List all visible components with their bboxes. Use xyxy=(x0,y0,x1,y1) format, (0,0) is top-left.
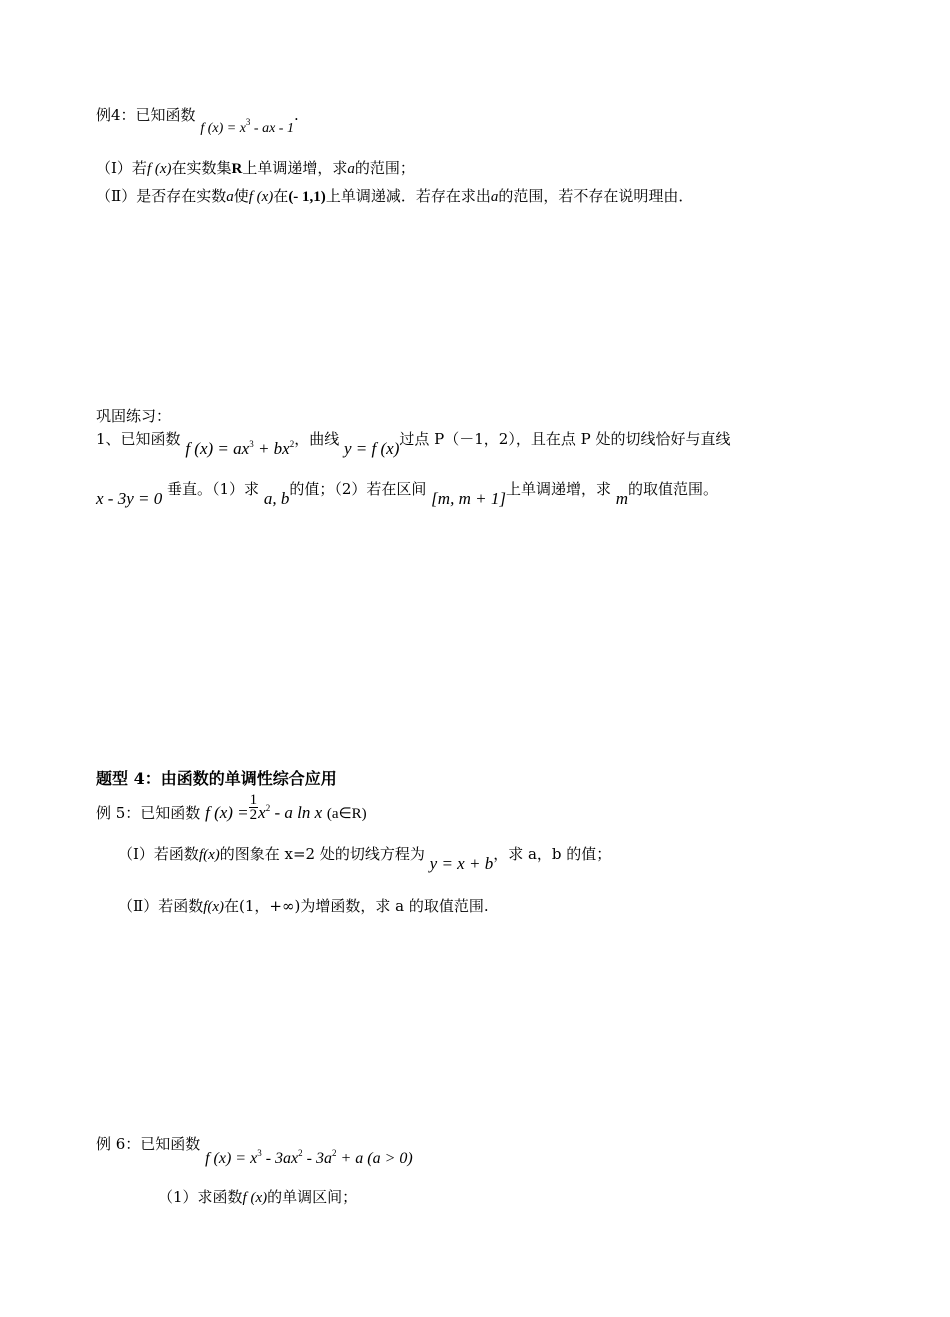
ex6-p1-text-b: 的单调区间； xyxy=(267,1188,358,1206)
ex5-p2-text-a: （Ⅱ）若函数 xyxy=(118,897,204,915)
ex5-p1-text-b: 的图象在 x=2 处的切线方程为 xyxy=(219,845,425,863)
practice-line1 xyxy=(96,428,731,458)
ex4-p1-fx: f (x) xyxy=(146,161,172,177)
ex4-lead: 例4：已知函数 xyxy=(96,106,196,124)
practice-l2-interval: [m, m + 1] xyxy=(431,489,506,508)
ex6-part1 xyxy=(158,1186,357,1207)
ex4-formula-lhs: f (x) = x xyxy=(200,121,246,136)
ex5-x: x xyxy=(258,802,266,822)
ex5-frac-num: 1 xyxy=(249,792,258,808)
ex4-formula-exp: 3 xyxy=(245,117,251,127)
ex6-p1-text-a: （1）求函数 xyxy=(158,1188,243,1206)
ex5-condition: (a∈R) xyxy=(326,805,367,822)
ex4-p2-a-var: a xyxy=(226,189,234,205)
ex5-rest: - a ln x xyxy=(270,802,323,822)
ex5-frac-den: 2 xyxy=(249,807,258,823)
ex6-condition: (a > 0) xyxy=(367,1150,413,1167)
practice-l2-text-c: 上单调递增，求 xyxy=(505,480,611,498)
ex5-heading xyxy=(96,793,367,822)
practice-l1-f: f (x) = ax xyxy=(185,439,250,458)
ex4-p1-text-a: （Ⅰ）若 xyxy=(96,159,147,177)
ex5-p1-tangent-eq: y = x + b xyxy=(429,854,494,873)
practice-l1-formula xyxy=(185,439,294,458)
practice-l1-exp2: 2 xyxy=(289,439,295,449)
practice-l2-ab: a, b xyxy=(263,489,290,508)
ex6-p1-fx: f (x) xyxy=(242,1190,268,1206)
practice-l1-curve: y = f (x) xyxy=(344,439,400,458)
ex5-p2-text-b: 在(1，+∞)为增函数，求 a 的取值范围. xyxy=(224,897,489,915)
practice-l2-text-a: 垂直。（1）求 xyxy=(167,480,260,498)
practice-title: 巩固练习： xyxy=(96,407,172,425)
ex4-p2-text-b: 使 xyxy=(233,187,249,205)
ex6-f2: - 3ax xyxy=(261,1150,299,1167)
ex5-part1 xyxy=(118,843,612,873)
ex4-p2-a-var2: a xyxy=(490,189,499,205)
ex4-dot: . xyxy=(293,106,299,124)
ex5-exp: 2 xyxy=(265,802,271,813)
ex4-p2-text-c: 在 xyxy=(273,187,289,205)
ex4-p1-a-var: a xyxy=(347,161,355,177)
ex4-formula-rhs: - ax - 1 xyxy=(250,121,294,136)
ex4-p1-text-c: 上单调递增，求 xyxy=(242,159,348,177)
ex6-exp2: 2 xyxy=(298,1148,303,1158)
practice-l2-text-d: 的取值范围。 xyxy=(628,480,719,498)
ex4-p2-fx: f (x) xyxy=(248,189,274,205)
ex5-p1-fx: f(x) xyxy=(198,847,220,863)
ex4-p1-text-d: 的范围； xyxy=(354,159,415,177)
ex4-p2-text-e: 的范围，若不存在说明理由． xyxy=(498,187,694,205)
ex5-p1-text-c: ，求 a，b 的值； xyxy=(493,845,612,863)
ex4-part1 xyxy=(96,157,415,178)
ex4-p2-text-d: 上单调递减．若存在求出 xyxy=(325,187,491,205)
ex4-heading xyxy=(96,104,299,136)
ex5-lead: 例 5：已知函数 xyxy=(96,803,201,822)
practice-line2 xyxy=(96,478,719,508)
ex6-heading xyxy=(96,1133,413,1167)
practice-l2-text-b: 的值；（2）若在区间 xyxy=(289,480,427,498)
ex6-f4: + a xyxy=(336,1150,364,1167)
ex6-exp3: 2 xyxy=(331,1148,337,1158)
ex4-formula xyxy=(200,117,294,136)
ex4-part2 xyxy=(96,185,693,206)
type4-heading: 题型 4：由函数的单调性综合应用 xyxy=(96,769,337,788)
practice-l1-f2: + bx xyxy=(253,439,290,458)
ex6-formula xyxy=(205,1150,413,1167)
ex5-p2-fx: f(x) xyxy=(203,899,225,915)
ex6-lead: 例 6：已知函数 xyxy=(96,1135,201,1153)
ex6-f1: f (x) = x xyxy=(205,1150,258,1167)
ex4-p1-text-b: 在实数集 xyxy=(171,159,232,177)
practice-l2-m: m xyxy=(615,489,629,508)
practice-l2-line-eq: x - 3y = 0 xyxy=(96,489,163,508)
practice-l1-text-a: 1、已知函数 xyxy=(96,430,181,448)
ex4-p2-text-a: （Ⅱ）是否存在实数 xyxy=(96,187,227,205)
practice-l1-text-b: ，曲线 xyxy=(294,430,340,448)
ex5-part2 xyxy=(118,895,489,916)
ex6-f3: - 3a xyxy=(302,1150,332,1167)
ex5-fraction xyxy=(249,793,259,822)
ex5-p1-text-a: （Ⅰ）若函数 xyxy=(118,845,199,863)
practice-l1-text-c: 过点 P（－1，2），且在点 P 处的切线恰好与直线 xyxy=(399,430,731,448)
ex4-p1-R: R xyxy=(231,161,243,177)
ex5-f: f (x) = xyxy=(205,802,249,822)
ex4-p2-interval: (- 1,1) xyxy=(288,189,326,205)
ex6-exp1: 3 xyxy=(257,1148,262,1158)
practice-l1-exp1: 3 xyxy=(249,439,254,449)
